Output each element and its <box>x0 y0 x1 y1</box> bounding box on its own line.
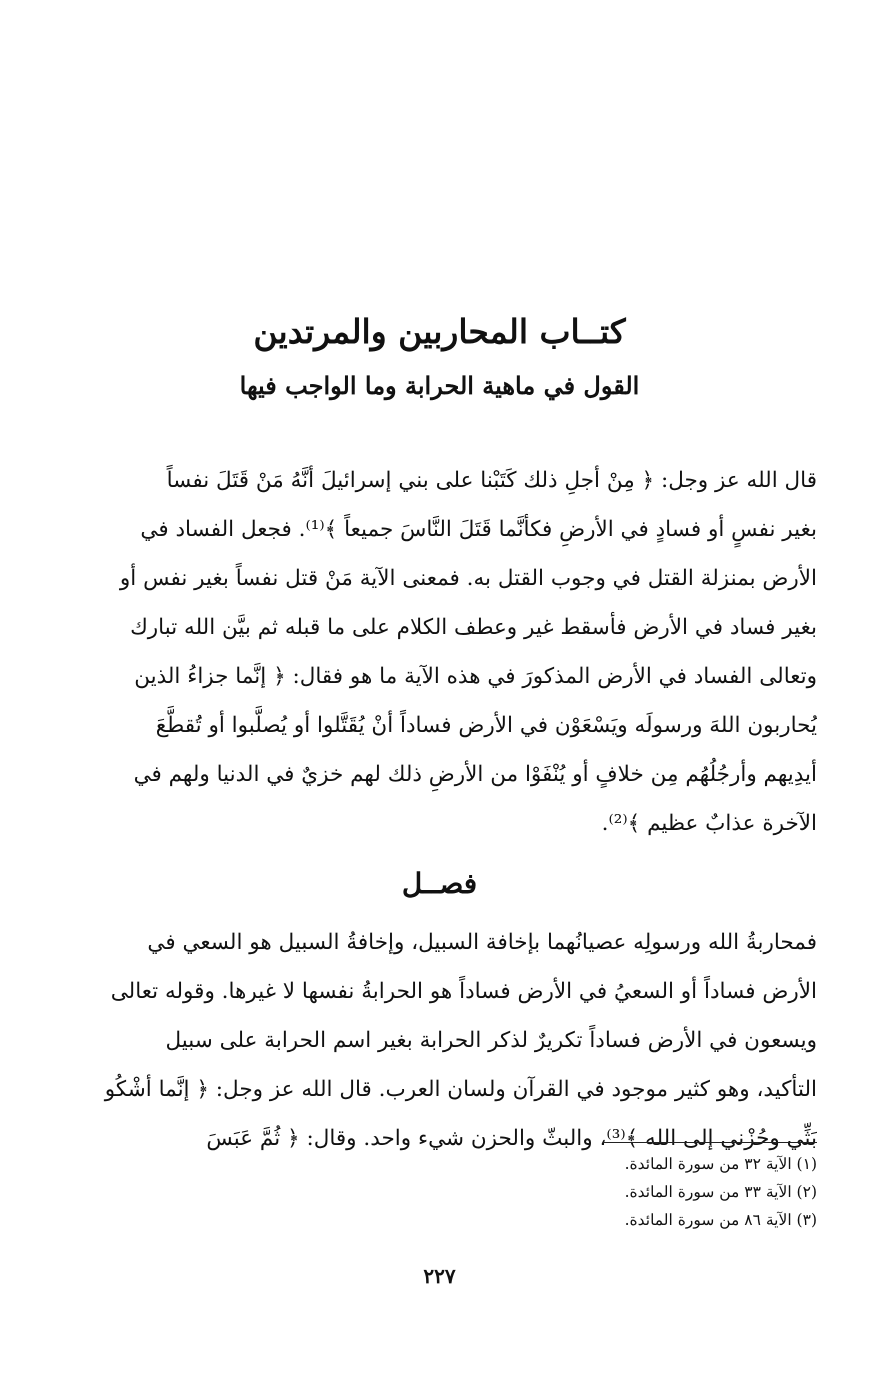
paragraph-1-line: الآخرة عذابٌ عظيم ﴾⁽²⁾. <box>601 811 817 836</box>
footnotes <box>95 1150 817 1234</box>
chapter-title: كتــاب المحاربين والمرتدين <box>253 312 626 351</box>
paragraph-1 <box>95 456 817 848</box>
footnote-1: (١) الآية ٣٢ من سورة المائدة. <box>624 1155 817 1173</box>
paragraph-2-line: بَثِّي وحُزْني إلى الله ﴾⁽³⁾، والبثّ والحزن شيء واحد. وقال: ﴿ ثُمَّ عَبَسَ <box>206 1126 817 1151</box>
paragraph-1-line: قال الله عز وجل: ﴿ مِنْ أجلِ ذلك كَتَبْنا على بني إسرائيلَ أنَّهُ مَنْ قَتَلَ نفساً <box>166 468 817 493</box>
paragraph-1-line: الأرض بمنزلة القتل في وجوب القتل به. فمعنى الآية مَنْ قتل نفساً بغير نفس أو <box>119 566 817 591</box>
footnote-divider <box>603 1142 817 1143</box>
paragraph-1-line: يُحاربون اللهَ ورسولَه ويَسْعَوْن في الأرض فساداً أنْ يُقَتَّلوا أو يُصلَّبوا أو تُقطَّعَ <box>155 713 817 738</box>
footnote-2: (٢) الآية ٣٣ من سورة المائدة. <box>624 1183 817 1201</box>
paragraph-2-line: فمحاربةُ الله ورسولِه عصيانُهما بإخافة السبيل، وإخافةُ السبيل هو السعي في <box>147 930 817 955</box>
paragraph-1-line: بغير نفسٍ أو فسادٍ في الأرضِ فكأنَّما قَتَلَ النَّاسَ جميعاً ﴾⁽¹⁾. فجعل الفساد في <box>140 517 817 542</box>
paragraph-2-line: الأرض فساداً أو السعيُ في الأرض فساداً هو الحرابةُ نفسها لا غيرها. وقوله تعالى <box>110 979 817 1004</box>
paragraph-2 <box>95 918 817 1163</box>
footnote-3: (٣) الآية ٨٦ من سورة المائدة. <box>624 1211 817 1229</box>
paragraph-1-line: بغير فساد في الأرض فأسقط غير وعطف الكلام على ما قبله ثم بيَّن الله تبارك <box>130 615 817 640</box>
page-number: ٢٢٧ <box>423 1264 456 1288</box>
paragraph-2-line: التأكيد، وهو كثير موجود في القرآن ولسان العرب. قال الله عز وجل: ﴿ إنَّما أشْكُو <box>104 1077 817 1102</box>
section-title: فصــل <box>401 867 478 900</box>
paragraph-2-line: ويسعون في الأرض فساداً تكريرٌ لذكر الحرابة بغير اسم الحرابة على سبيل <box>165 1028 817 1053</box>
paragraph-1-line: وتعالى الفساد في الأرض المذكورَ في هذه الآية ما هو فقال: ﴿ إنَّما جزاءُ الذين <box>134 664 817 689</box>
chapter-subtitle: القول في ماهية الحرابة وما الواجب فيها <box>239 371 640 400</box>
paragraph-1-line: أيدِيهم وأرجُلُهُم مِن خلافٍ أو يُنْفَوْا من الأرضِ ذلك لهم خزيٌ في الدنيا ولهم في <box>133 762 817 787</box>
